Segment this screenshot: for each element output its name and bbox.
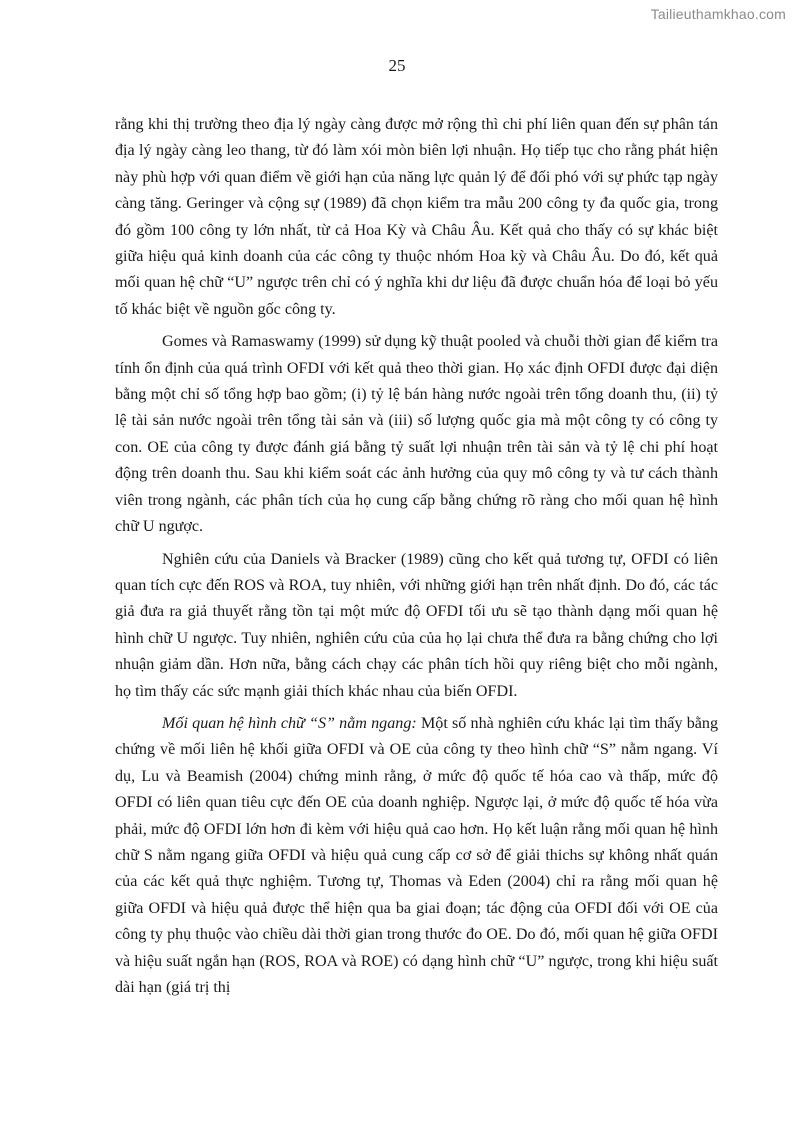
- paragraph-daniels-bracker: Nghiên cứu của Daniels và Bracker (1989) cũng cho kết quả tương tự, OFDI có liên quan tích cực đến ROS và ROA, tuy nhiên, với những giới hạn trên nhất định. Do đó, các tác giả đưa ra giả thuyết rằng tồn tại một mức độ OFDI tối ưu sẽ tạo thành dạng mối quan hệ hình chữ U ngược. Tuy nhiên, nghiên cứu của của họ lại chưa thể đưa ra bằng chứng cho lợi nhuận giảm dần. Hơn nữa, bằng cách chạy các phân tích hồi quy riêng biệt cho mỗi ngành, họ tìm thấy các sức mạnh giải thích khác nhau của biến OFDI.: [115, 550, 718, 700]
- paragraph-s-shaped-relationship: [115, 711, 718, 1001]
- document-body: [115, 112, 718, 1001]
- italic-section-lead: Mối quan hệ hình chữ “S” nằm ngang:: [162, 714, 417, 732]
- paragraph-body-text: Một số nhà nghiên cứu khác lại tìm thấy bằng chứng về mối liên hệ khối giữa OFDI và OE của công ty theo hình chữ “S” nằm ngang. Ví dụ, Lu và Beamish (2004) chứng minh rằng, ở mức độ quốc tế hóa cao và thấp, mức độ OFDI có liên quan tiêu cực đến OE của doanh nghiệp. Ngược lại, ở mức độ quốc tế hóa vừa phải, mức độ OFDI lớn hơn đi kèm với hiệu quả cao hơn. Họ kết luận rằng mối quan hệ hình chữ S nằm ngang giữa OFDI và hiệu quả cung cấp cơ sở để giải thichs sự không nhất quán của các kết quả thực nghiệm. Tương tự, Thomas và Eden (2004) chỉ ra rằng mối quan hệ giữa OFDI và hiệu quả được thể hiện qua ba giai đoạn; tác động của OFDI đối với OE của công ty phụ thuộc vào chiều dài thời gian trong thước đo OE. Do đó, mối quan hệ giữa OFDI và hiệu suất ngắn hạn (ROS, ROA và ROE) có dạng hình chữ “U” ngược, trong khi hiệu suất dài hạn (giá trị thị: [115, 714, 718, 996]
- paragraph-continuation: rằng khi thị trường theo địa lý ngày càng được mở rộng thì chi phí liên quan đến sự phân tán địa lý ngày càng leo thang, từ đó làm xói mòn biên lợi nhuận. Họ tiếp tục cho rằng phát hiện này phù hợp với quan điểm về giới hạn của năng lực quản lý để đối phó với sự phức tạp ngày càng tăng. Geringer và cộng sự (1989) đã chọn kiểm tra mẫu 200 công ty đa quốc gia, trong đó gồm 100 công ty lớn nhất, từ cả Hoa Kỳ và Châu Âu. Kết quả cho thấy có sự khác biệt giữa hiệu quả kinh doanh của các công ty thuộc nhóm Hoa kỳ và Châu Âu. Do đó, kết quả mối quan hệ chữ “U” ngược trên chỉ có ý nghĩa khi dư liệu đã được chuẩn hóa để loại bỏ yếu tố khác biệt về nguồn gốc công ty.: [115, 116, 718, 318]
- paragraph-gomes-ramaswamy: Gomes và Ramaswamy (1999) sử dụng kỹ thuật pooled và chuỗi thời gian để kiểm tra tính ổn định của quá trình OFDI với kết quả theo thời gian. Họ xác định OFDI được đại diện bằng một chỉ số tổng hợp bao gồm; (i) tỷ lệ bán hàng nước ngoài trên tổng doanh thu, (ii) tỷ lệ tài sản nước ngoài trên tổng tài sản và (iii) số lượng quốc gia mà một công ty có công ty con. OE của công ty được đánh giá bằng tỷ suất lợi nhuận trên tài sản và tỷ lệ chi phí hoạt động trên doanh thu. Sau khi kiểm soát các ảnh hưởng của quy mô công ty và tư cách thành viên trong ngành, các phân tích của họ cung cấp bằng chứng rõ ràng cho mối quan hệ hình chữ U ngược.: [115, 333, 718, 536]
- watermark-text: Tailieuthamkhao.com: [650, 6, 786, 22]
- page-number: 25: [388, 56, 406, 75]
